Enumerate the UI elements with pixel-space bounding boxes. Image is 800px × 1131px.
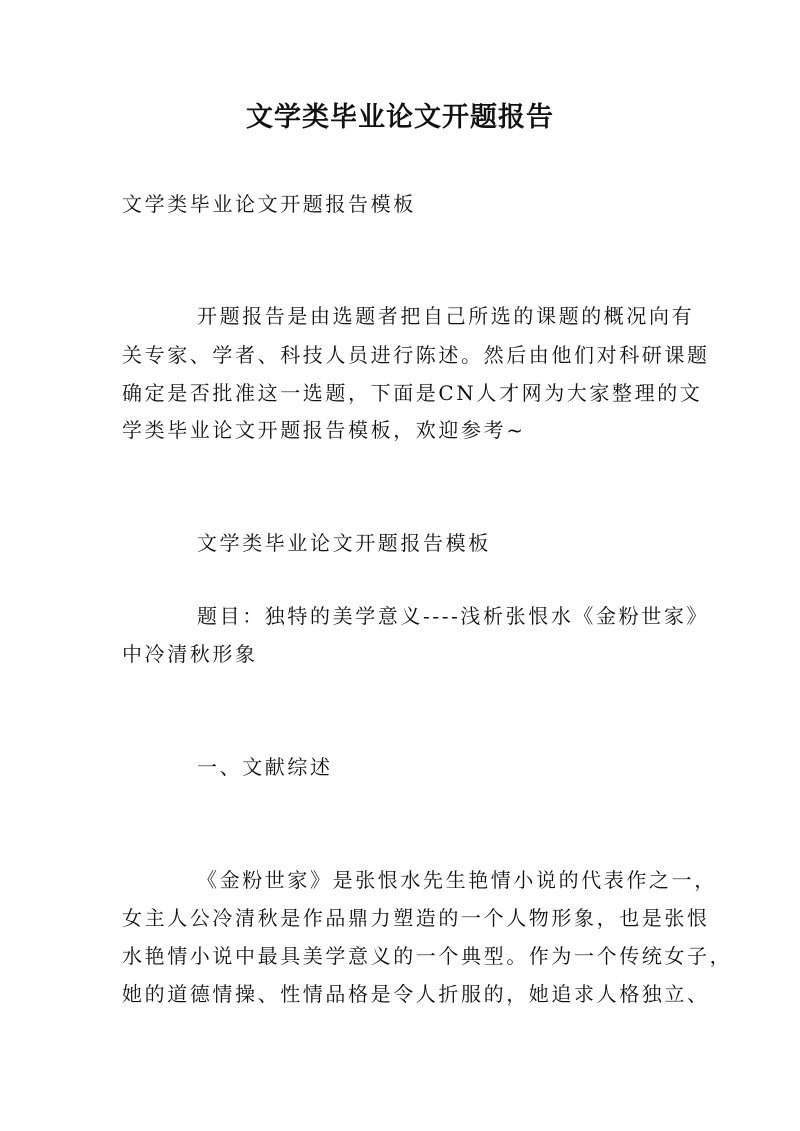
document-title: 文学类毕业论文开题报告 xyxy=(246,102,554,133)
review-line: 她的道德情操、性情品格是令人折服的，她追求人格独立、 xyxy=(122,982,710,1006)
intro-line: 确定是否批准这一选题，下面是CN人才网为大家整理的文 xyxy=(122,381,703,405)
document-subtitle: 文学类毕业论文开题报告模板 xyxy=(122,192,416,216)
intro-line: 开题报告是由选题者把自己所选的课题的概况向有 xyxy=(197,304,695,328)
section-one-heading: 一、文献综述 xyxy=(197,755,333,779)
intro-line: 关专家、学者、科技人员进行陈述。然后由他们对科研课题 xyxy=(122,343,710,367)
topic-line: 中冷清秋形象 xyxy=(122,642,258,666)
review-line: 女主人公冷清秋是作品鼎力塑造的一个人物形象，也是张恨 xyxy=(122,906,710,930)
section-heading: 文学类毕业论文开题报告模板 xyxy=(197,531,491,555)
review-line: 水艳情小说中最具美学意义的一个典型。作为一个传统女子， xyxy=(122,944,733,968)
intro-line: 学类毕业论文开题报告模板，欢迎参考~ xyxy=(122,418,526,442)
review-line: 《金粉世家》是张恨水先生艳情小说的代表作之一， xyxy=(197,868,717,892)
topic-line: 题目：独特的美学意义----浅析张恨水《金粉世家》 xyxy=(197,604,710,628)
